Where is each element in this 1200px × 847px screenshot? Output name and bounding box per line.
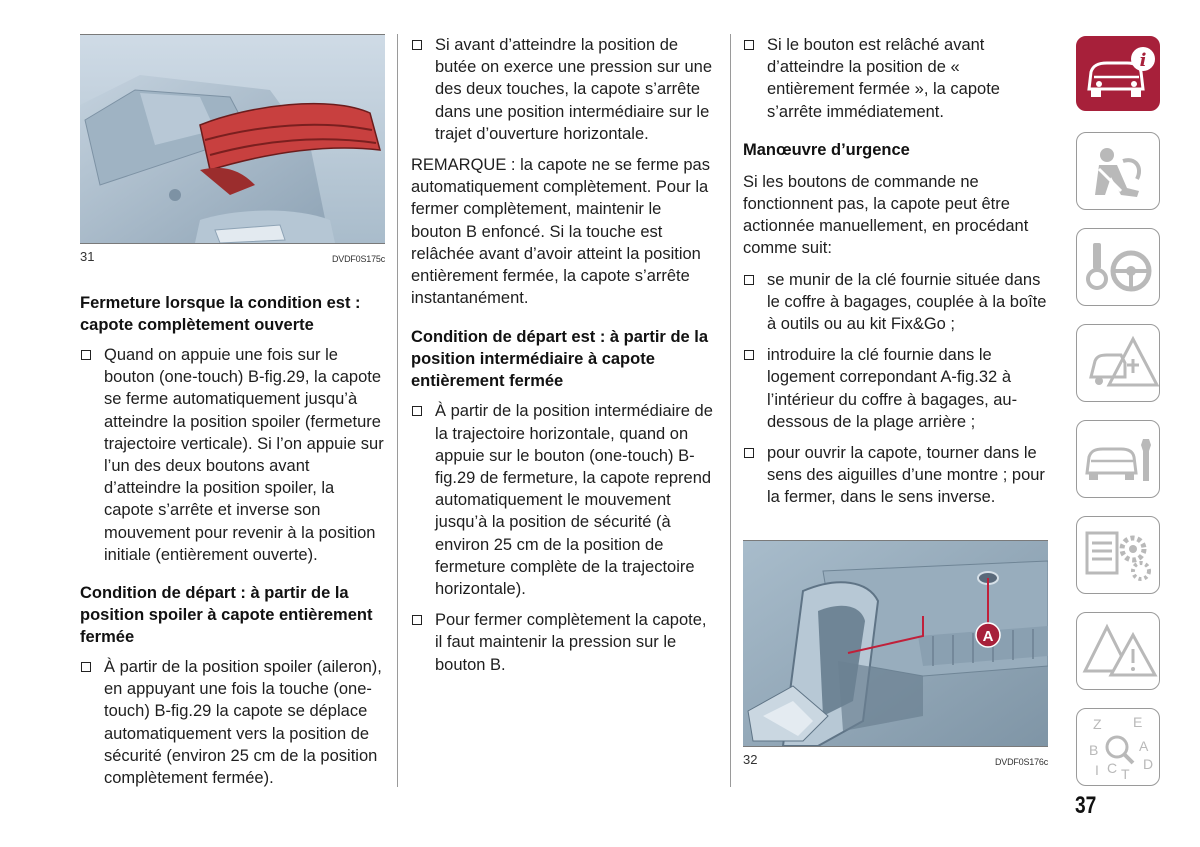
svg-text:B: B [1089, 742, 1099, 758]
section-heading: Fermeture lorsque la condition est : capote complètement ouverte [80, 294, 361, 334]
page-number: 37 [1075, 792, 1097, 819]
bullet-paragraph: À partir de la position spoiler (aileron), en appuyant une fois la touche (one-touch) B-fig.29 la capote se déplace automatiquement vers la position de sécurité (environ 25 cm de la position complètement fermée). [80, 656, 385, 789]
index-letters-icon [1077, 709, 1160, 786]
svg-text:Z: Z [1093, 716, 1102, 732]
bullet-paragraph: Si le bouton est relâché avant d’atteindre la position de « entièrement fermée », la capote s’arrête immédiatement. [743, 34, 1048, 123]
figure-32 [743, 540, 1048, 747]
tab-maintenance[interactable] [1076, 420, 1160, 498]
column-1 [80, 34, 385, 789]
column-divider [730, 34, 731, 787]
bullet-paragraph: se munir de la clé fournie située dans le coffre à bagages, couplée à la boîte à outils ou au kit Fix&Go ; [743, 269, 1048, 336]
svg-text:i: i [1139, 50, 1147, 71]
intro-paragraph: Si les boutons de commande ne fonctionnent pas, la capote peut être actionnée manuellement, en procédant comme suit: [743, 172, 1029, 258]
airbag-seat-icon [1077, 133, 1160, 210]
remark-paragraph: REMARQUE : la capote ne se ferme pas automatiquement complètement. Pour la fermer complètement, maintenir le bouton B enfoncé. Si la touche est relâchée avant d’avoir atteint la position entièrement fermée, la capote s’arrête instantanément. [411, 156, 710, 308]
section-heading: Condition de départ : à partir de la position spoiler à capote entièrement fermée [80, 584, 373, 647]
key-steering-wheel-icon [1077, 229, 1160, 306]
figure-31 [80, 34, 385, 244]
bullet-paragraph: Pour fermer complètement la capote, il faut maintenir la pression sur le bouton B. [411, 609, 716, 676]
figure-number: 32 [743, 751, 758, 767]
section-heading: Condition de départ est : à partir de la position intermédiaire à capote entièrement fermée [411, 328, 709, 391]
tab-starting-driving[interactable] [1076, 228, 1160, 306]
warning-triangles-icon [1077, 613, 1160, 690]
tab-emergency[interactable] [1076, 324, 1160, 402]
column-divider [397, 34, 398, 787]
figure-caption [743, 747, 1048, 767]
svg-text:I: I [1095, 762, 1099, 778]
tab-multimedia-warnings[interactable] [1076, 612, 1160, 690]
car-wrench-icon [1077, 421, 1160, 498]
tab-safety[interactable] [1076, 132, 1160, 210]
svg-text:A: A [1139, 738, 1149, 754]
tab-car-info[interactable] [1076, 36, 1160, 111]
bullet-paragraph: Quand on appuie une fois sur le bouton (one-touch) B-fig.29, la capote se ferme automatiquement jusqu’à atteindre la position spoiler (fermeture trajectoire verticale). Si l’on appuie sur l’un des deux boutons avant d’atteindre la position spoiler, la capote s’arrête et inverse son mouvement pour revenir à la position initiale (entièrement ouverte). [80, 344, 385, 566]
bullet-paragraph: pour ouvrir la capote, tourner dans le sens des aiguilles d’une montre ; pour la fermer, dans le sens inverse. [743, 442, 1048, 509]
figure-code: DVDF0S175c [331, 254, 385, 264]
tab-index[interactable] [1076, 708, 1160, 786]
figure-code: DVDF0S176c [994, 756, 1048, 767]
bullet-paragraph: introduire la clé fournie dans le logement correpondant A-fig.32 à l’intérieur du coffre à bagages, au-dessous de la plage arrière ; [743, 344, 1048, 433]
convertible-roof-illustration [80, 35, 385, 243]
callout-a [976, 623, 1000, 647]
figure-caption [80, 244, 385, 264]
section-heading: Manœuvre d’urgence [743, 140, 910, 159]
column-2 [411, 34, 716, 676]
svg-text:T: T [1121, 766, 1130, 782]
figure-number: 31 [80, 249, 95, 264]
bullet-paragraph: À partir de la position intermédiaire de la trajectoire horizontale, quand on appuie sur le bouton (one-touch) B-fig.29 de fermeture, la capote reprend automatiquement le mouvement jusqu’à la position de sécurité (à environ 25 cm de la position de fermeture complète de la trajectoire horizontale). [411, 400, 716, 600]
specs-gears-icon [1077, 517, 1160, 594]
svg-text:A: A [982, 627, 994, 645]
svg-text:D: D [1143, 756, 1154, 772]
svg-text:E: E [1133, 714, 1143, 730]
trunk-key-slot-illustration [743, 541, 1048, 746]
tab-technical-data[interactable] [1076, 516, 1160, 594]
svg-text:C: C [1107, 760, 1118, 776]
bullet-paragraph: Si avant d’atteindre la position de butée on exerce une pression sur une des deux touches, la capote s’arrête dans une position intermédiaire sur le trajet d’ouverture horizontale. [411, 34, 716, 145]
column-3 [743, 34, 1048, 767]
emergency-warning-icon [1077, 325, 1160, 402]
car-info-icon [1077, 37, 1160, 111]
